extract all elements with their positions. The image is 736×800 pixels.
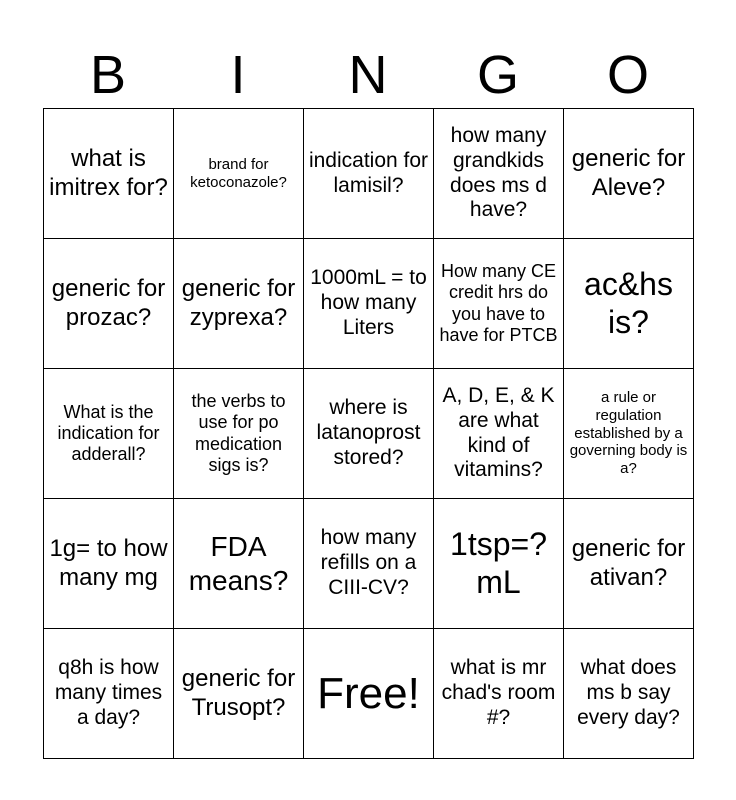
bingo-cell[interactable]: generic for zyprexa? (174, 239, 304, 369)
bingo-cell[interactable]: A, D, E, & K are what kind of vitamins? (434, 369, 564, 499)
bingo-row (44, 369, 694, 499)
header-letter-n: N (348, 45, 388, 105)
bingo-cell[interactable]: the verbs to use for po medication sigs is? (174, 369, 304, 499)
bingo-cell[interactable]: 1000mL = to how many Liters (304, 239, 434, 369)
bingo-row (44, 239, 694, 369)
bingo-cell[interactable]: FDA means? (174, 499, 304, 629)
bingo-cell[interactable]: how many grandkids does ms d have? (434, 109, 564, 239)
bingo-row (44, 109, 694, 239)
header-letter-i: I (230, 45, 246, 105)
bingo-cell[interactable]: brand for ketoconazole? (174, 109, 304, 239)
bingo-row (44, 499, 694, 629)
bingo-cell[interactable]: 1g= to how many mg (44, 499, 174, 629)
bingo-card-grid (43, 108, 694, 759)
bingo-cell[interactable]: where is latanoprost stored? (304, 369, 434, 499)
bingo-header (43, 44, 693, 106)
bingo-row (44, 629, 694, 759)
header-letter-b: B (89, 45, 127, 105)
bingo-cell[interactable]: how many refills on a CIII-CV? (304, 499, 434, 629)
header-letter-o: O (606, 45, 649, 105)
bingo-cell[interactable]: What is the indication for adderall? (44, 369, 174, 499)
bingo-cell[interactable]: what is mr chad's room #? (434, 629, 564, 759)
bingo-cell[interactable]: generic for Aleve? (564, 109, 694, 239)
bingo-cell[interactable]: indication for lamisil? (304, 109, 434, 239)
header-letter-g: G (476, 45, 519, 105)
bingo-cell[interactable]: generic for ativan? (564, 499, 694, 629)
bingo-cell[interactable]: what does ms b say every day? (564, 629, 694, 759)
bingo-cell[interactable]: what is imitrex for? (44, 109, 174, 239)
bingo-cell[interactable]: 1tsp=? mL (434, 499, 564, 629)
bingo-cell[interactable]: ac&hs is? (564, 239, 694, 369)
bingo-cell[interactable]: How many CE credit hrs do you have to have for PTCB (434, 239, 564, 369)
bingo-cell[interactable]: generic for Trusopt? (174, 629, 304, 759)
bingo-cell[interactable]: q8h is how many times a day? (44, 629, 174, 759)
free-space-cell[interactable]: Free! (304, 629, 434, 759)
bingo-cell[interactable]: a rule or regulation established by a governing body is a? (564, 369, 694, 499)
bingo-cell[interactable]: generic for prozac? (44, 239, 174, 369)
